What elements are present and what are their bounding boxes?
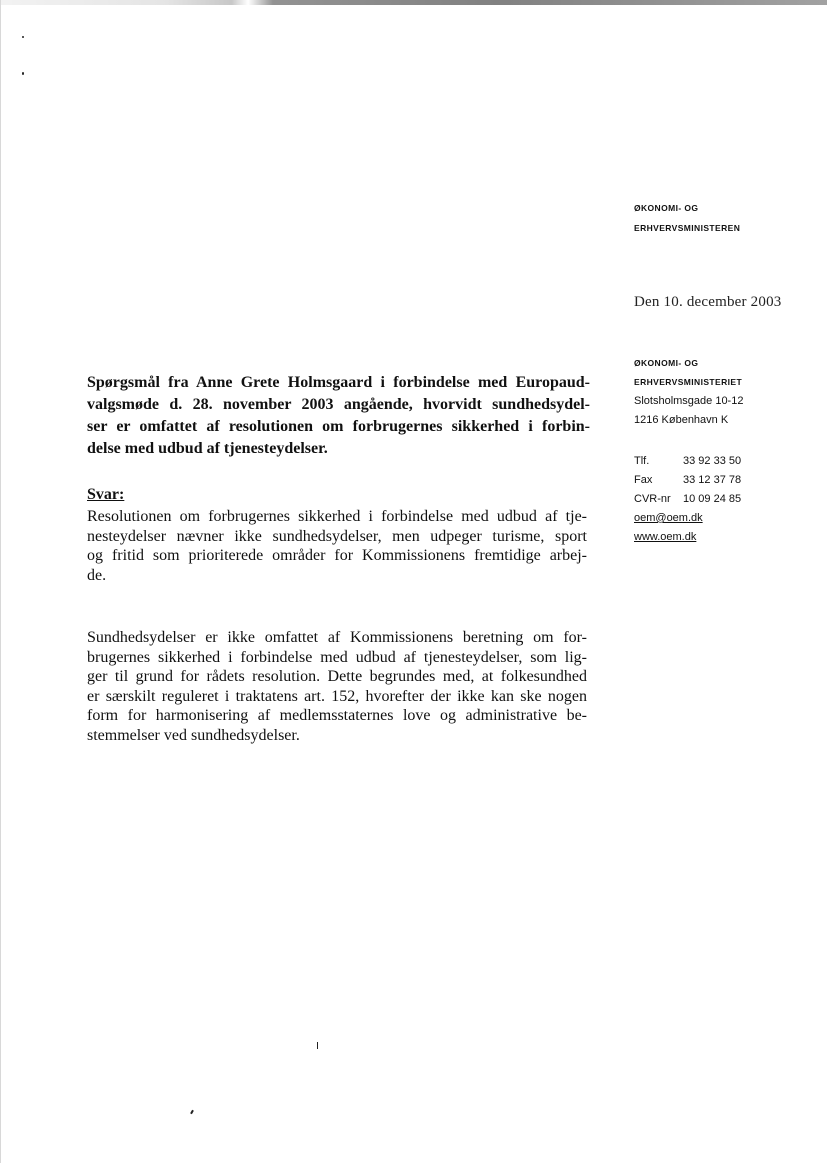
contact-info xyxy=(634,452,741,547)
cvr-number: 10 09 24 85 xyxy=(683,493,742,505)
scan-speck xyxy=(190,1110,194,1114)
cvr-row xyxy=(634,490,741,509)
subject-line: valgsmøde d. 28. november 2003 angående, hvorvidt sundhedsydel- xyxy=(87,396,590,413)
letter-date: Den 10. december 2003 xyxy=(634,294,782,310)
paragraph-line: og fritid som prioriterede områder for Kommissionens fremtidige arbej- xyxy=(87,547,587,564)
paragraph-line: Resolutionen om forbrugernes sikkerhed i forbindelse med udbud af tje- xyxy=(87,508,587,525)
scan-artifact-top xyxy=(0,0,827,5)
phone-number: 33 92 33 50 xyxy=(683,455,742,467)
paragraph-line: de. xyxy=(87,566,107,584)
sender-line-2: ERHVERVSMINISTEREN xyxy=(634,223,741,233)
paragraph-line: form for harmonisering af medlemsstaternes love og administrative be- xyxy=(87,707,587,724)
paragraph-line: er særskilt reguleret i traktatens art. 152, hvorefter der ikke kan ske nogen xyxy=(87,687,587,705)
subject-line: Spørgsmål fra Anne Grete Holmsgaard i forbindelse med Europaud- xyxy=(87,374,590,391)
scan-speck xyxy=(22,36,24,38)
answer-paragraph-1 xyxy=(87,507,587,585)
phone-label: Tlf. xyxy=(634,455,650,467)
scan-speck xyxy=(317,1042,318,1049)
ministry-name-line-1: ØKONOMI- OG xyxy=(634,358,699,368)
subject-line: ser er omfattet af resolutionen om forbrugernes sikkerhed i forbin- xyxy=(87,418,590,435)
cvr-label: CVR-nr xyxy=(634,493,671,505)
ministry-address xyxy=(634,354,743,430)
paragraph-line: ger til grund for rådets resolution. Dette begrundes med, at folkesundhed xyxy=(87,668,587,685)
fax-number: 33 12 37 78 xyxy=(683,474,742,486)
letterhead-sender xyxy=(634,198,740,238)
answer-heading: Svar: xyxy=(87,486,125,503)
phone-row xyxy=(634,452,741,471)
ministry-name-line-2: ERHVERVSMINISTERIET xyxy=(634,377,743,387)
address-street: Slotsholmsgade 10-12 xyxy=(634,395,744,407)
answer-paragraph-2 xyxy=(87,628,587,745)
website-row xyxy=(634,528,741,547)
fax-row xyxy=(634,471,741,490)
fax-label: Fax xyxy=(634,474,653,486)
scan-edge-left xyxy=(0,0,1,1163)
paragraph-line: Sundhedsydelser er ikke omfattet af Kommissionens beretning om for- xyxy=(87,629,587,646)
address-city: 1216 København K xyxy=(634,414,729,426)
paragraph-line: stemmelser ved sundhedsydelser. xyxy=(87,726,300,744)
email-row xyxy=(634,509,741,528)
paragraph-line: nesteydelser nævner ikke sundhedsydelser, men udpeger turisme, sport xyxy=(87,527,587,545)
paragraph-line: brugernes sikkerhed i forbindelse med udbud af tjenesteydelser, som lig- xyxy=(87,648,587,666)
website-link[interactable]: www.oem.dk xyxy=(634,531,697,543)
letter-subject xyxy=(87,372,590,460)
subject-line: delse med udbud af tjenesteydelser. xyxy=(87,440,328,457)
sender-line-1: ØKONOMI- OG xyxy=(634,203,699,213)
email-link[interactable]: oem@oem.dk xyxy=(634,512,703,524)
scan-speck xyxy=(22,72,24,75)
